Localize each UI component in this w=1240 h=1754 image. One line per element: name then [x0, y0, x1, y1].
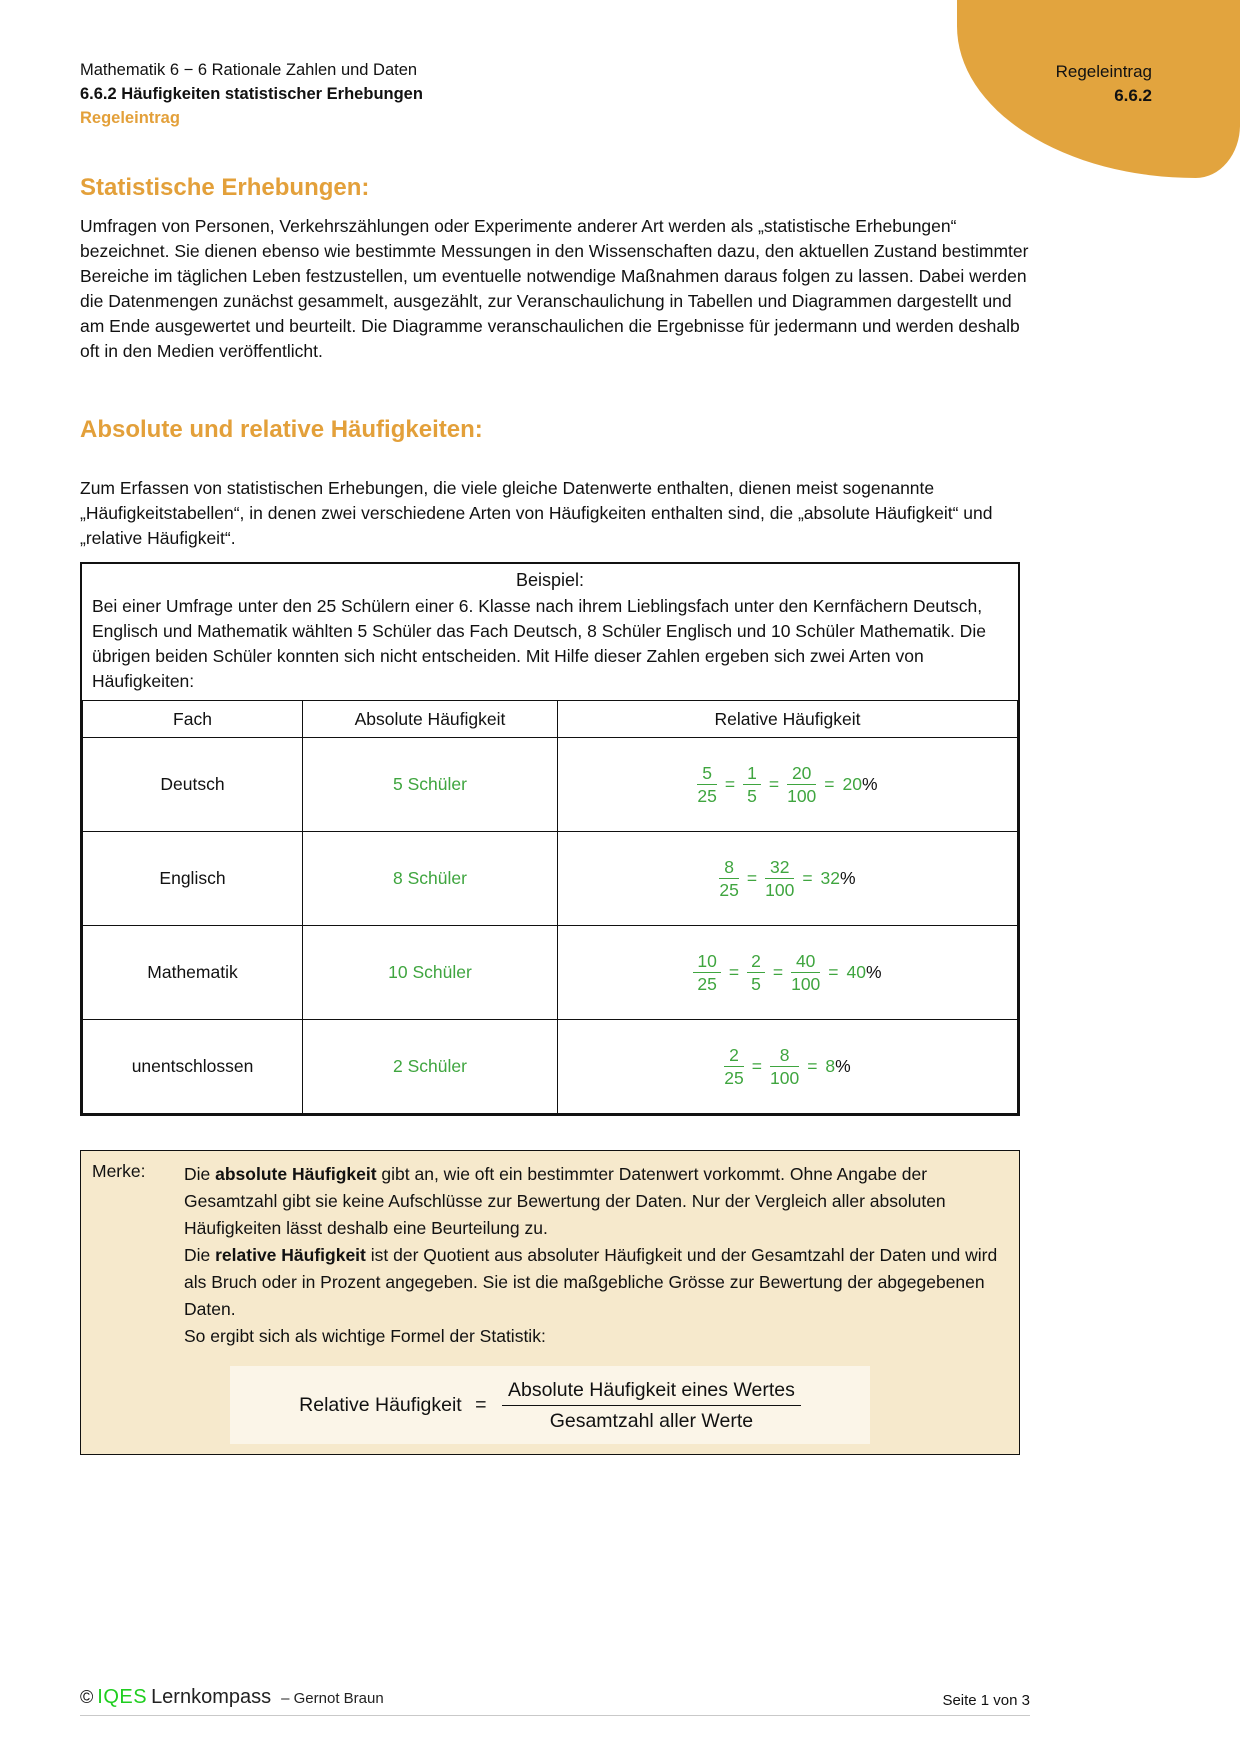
percent-value: 40	[846, 962, 866, 982]
formula-denominator: Gesamtzahl aller Werte	[549, 1410, 754, 1433]
cell-relative	[558, 832, 1018, 926]
fraction: $\frac{20}{100}$	[787, 762, 817, 806]
frequency-table-body	[83, 738, 1018, 1114]
copyright-icon: ©	[80, 1687, 94, 1707]
equals-sign: =	[746, 868, 758, 888]
section-title-haeufigkeiten: Absolute und relative Häufigkeiten:	[80, 416, 483, 443]
table-row	[83, 832, 1018, 926]
cell-fach: unentschlossen	[83, 1020, 303, 1114]
equals-sign: =	[768, 774, 780, 794]
example-box	[80, 562, 1020, 1116]
formula-numerator: Absolute Häufigkeit eines Wertes	[502, 1378, 801, 1406]
merke-content	[184, 1161, 1001, 1350]
cell-fach: Englisch	[83, 832, 303, 926]
statistics-formula	[230, 1366, 870, 1444]
percent-sign: %	[835, 1056, 851, 1076]
col-header-relative: Relative Häufigkeit	[558, 701, 1018, 738]
fraction: $\frac{8}{25}$	[719, 856, 739, 900]
table-row	[83, 926, 1018, 1020]
section1-paragraph: Umfragen von Personen, Verkehrszählungen oder Experimente anderer Art werden als „statistische Erhebungen“ bezeichnet. Sie dienen ebenso wie bestimmte Messungen in den Wissenschaften dazu, den aktuellen Zustand bestimmter Bereiche im täglichen Leben festzustellen, um eventuelle notwendige Maßnahmen daraus folgen zu lassen. Dabei werden die Datenmengen zunächst gesammelt, ausgezählt, zur Veranschaulichung in Tabellen und Diagrammen dargestellt und am Ende ausgewertet und beurteilt. Die Diagramme veranschaulichen die Ergebnisse für jedermann und werden deshalb oft in den Medien veröffentlicht.	[80, 216, 1029, 361]
merke-paragraph: So ergibt sich als wichtige Formel der Statistik:	[184, 1326, 546, 1346]
page-footer	[80, 1686, 1030, 1716]
equals-sign: =	[802, 868, 813, 888]
col-header-absolute: Absolute Häufigkeit	[303, 701, 558, 738]
header-type-line: Regeleintrag	[80, 109, 180, 127]
percent-sign: %	[862, 774, 878, 794]
fraction: $\frac{10}{25}$	[693, 951, 720, 994]
section-title-statistische-erhebungen: Statistische Erhebungen:	[80, 174, 370, 201]
col-header-fach: Fach	[83, 701, 303, 738]
fraction: $\frac{40}{100}$	[791, 950, 821, 994]
percent-value: 8	[825, 1056, 836, 1076]
fraction: $\frac{1}{5}$	[743, 763, 761, 806]
table-row	[83, 1020, 1018, 1114]
cell-fach: Deutsch	[83, 738, 303, 832]
percent-value: 20	[842, 774, 862, 794]
formula-fraction	[502, 1378, 801, 1434]
cell-relative	[558, 1020, 1018, 1114]
cell-relative	[558, 926, 1018, 1020]
cell-absolute: 10 Schüler	[303, 926, 558, 1020]
equals-sign: =	[772, 962, 784, 982]
merke-label: Merke:	[92, 1161, 146, 1181]
formula-equals: =	[475, 1394, 487, 1417]
example-title: Beispiel:	[515, 570, 585, 590]
equals-sign: =	[728, 962, 740, 982]
merke-paragraph: Die relative Häufigkeit ist der Quotient aus absoluter Häufigkeit und der Gesamtzahl der Daten und wird als Bruch oder in Prozent angegeben. Sie ist die maßgebliche Grösse zur Bewertung der abgegebenen Daten.	[184, 1245, 998, 1319]
merke-box	[80, 1150, 1020, 1455]
page-number: Seite 1 von 3	[942, 1692, 1030, 1709]
fraction: $\frac{32}{100}$	[765, 856, 795, 900]
page-header	[80, 58, 423, 130]
percent-value: 32	[820, 868, 841, 888]
header-topic-line: 6.6.2 Häufigkeiten statistischer Erhebungen	[80, 85, 423, 103]
fraction: $\frac{8}{100}$	[769, 1044, 800, 1088]
formula-lhs: Relative Häufigkeit	[299, 1394, 462, 1417]
author-name: – Gernot Braun	[281, 1690, 384, 1707]
fraction: $\frac{2}{25}$	[724, 1044, 744, 1088]
percent-sign: %	[866, 962, 882, 982]
cell-absolute: 2 Schüler	[303, 1020, 558, 1114]
publisher-logo	[80, 1686, 384, 1709]
section2-paragraph: Zum Erfassen von statistischen Erhebungen, die viele gleiche Datenwerte enthalten, dienen meist sogenannte „Häufigkeitstabellen“, in denen zwei verschiedene Arten von Häufigkeiten enthalten sind, die „absolute Häufigkeit“ und „relative Häufigkeit“.	[80, 478, 993, 548]
equals-sign: =	[828, 962, 839, 982]
equals-sign: =	[724, 774, 736, 794]
corner-tab-code: 6.6.2	[1114, 86, 1152, 105]
cell-relative	[558, 738, 1018, 832]
table-header-row	[83, 701, 1018, 738]
cell-fach: Mathematik	[83, 926, 303, 1020]
cell-absolute: 8 Schüler	[303, 832, 558, 926]
fraction: $\frac{2}{5}$	[747, 951, 765, 994]
merke-paragraph: Die absolute Häufigkeit gibt an, wie oft ein bestimmter Datenwert vorkommt. Ohne Angabe der Gesamtzahl gibt sie keine Aufschlüsse zur Bewertung der Daten. Nur der Vergleich aller absoluten Häufigkeiten lässt deshalb eine Beurteilung zu.	[184, 1164, 946, 1238]
equals-sign: =	[807, 1056, 818, 1076]
frequency-table	[82, 700, 1018, 1114]
header-course-line: Mathematik 6 − 6 Rationale Zahlen und Daten	[80, 61, 418, 79]
corner-tab-label: Regeleintrag	[1055, 62, 1152, 81]
table-row	[83, 738, 1018, 832]
corner-tab-text	[1056, 60, 1152, 108]
equals-sign: =	[824, 774, 835, 794]
example-text: Bei einer Umfrage unter den 25 Schülern einer 6. Klasse nach ihrem Lieblingsfach unter den Kernfächern Deutsch, Englisch und Mathematik wählten 5 Schüler das Fach Deutsch, 8 Schüler Englisch und 10 Schüler Mathematik. Die übrigen beiden Schüler konnten sich nicht entscheiden. Mit Hilfe dieser Zahlen ergeben sich zwei Arten von Häufigkeiten:	[92, 596, 986, 691]
equals-sign: =	[751, 1056, 762, 1076]
percent-sign: %	[840, 868, 856, 888]
logo-iqes-text: IQES	[97, 1686, 148, 1708]
logo-lernkompass-text: Lernkompass	[151, 1686, 272, 1708]
cell-absolute: 5 Schüler	[303, 738, 558, 832]
fraction: $\frac{5}{25}$	[697, 762, 717, 806]
